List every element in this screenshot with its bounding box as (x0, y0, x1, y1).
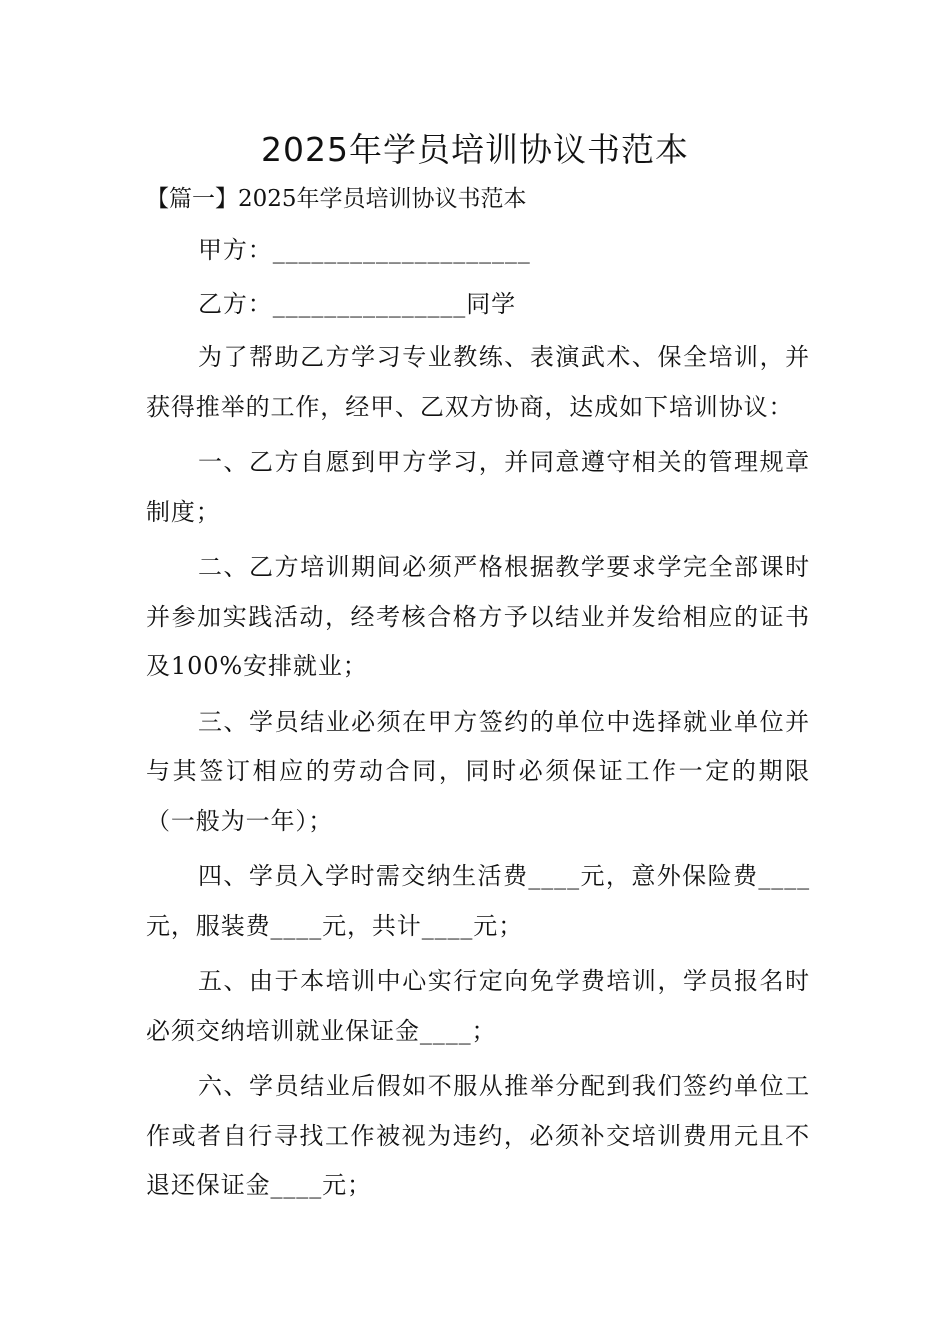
clause-4: 四、学员入学时需交纳生活费____元，意外保险费____元，服装费____元，共计____元； (146, 862, 810, 940)
party-b-line: 乙方：_______________同学 (198, 289, 516, 318)
intro-paragraph: 为了帮助乙方学习专业教练、表演武术、保全培训，并获得推举的工作，经甲、乙双方协商，达成如下培训协议： (146, 343, 810, 421)
clause-5: 五、由于本培训中心实行定向免学费培训，学员报名时必须交纳培训就业保证金____； (146, 967, 810, 1045)
document-title: 2025年学员培训协议书范本 (261, 130, 689, 169)
clause-1: 一、乙方自愿到甲方学习，并同意遵守相关的管理规章制度； (146, 448, 810, 526)
clause-2: 二、乙方培训期间必须严格根据教学要求学完全部课时并参加实践活动，经考核合格方予以结业并发给相应的证书及100%安排就业； (146, 553, 810, 680)
document-body (146, 226, 810, 1217)
party-a-line: 甲方：____________________ (198, 236, 531, 264)
clause-6: 六、学员结业后假如不服从推举分配到我们签约单位工作或者自行寻找工作被视为违约，必须补交培训费用元且不退还保证金____元； (146, 1072, 810, 1199)
document-subtitle: 【篇一】2025年学员培训协议书范本 (146, 186, 527, 212)
clause-3: 三、学员结业必须在甲方签约的单位中选择就业单位并与其签订相应的劳动合同，同时必须保证工作一定的期限（一般为一年）； (146, 707, 810, 835)
